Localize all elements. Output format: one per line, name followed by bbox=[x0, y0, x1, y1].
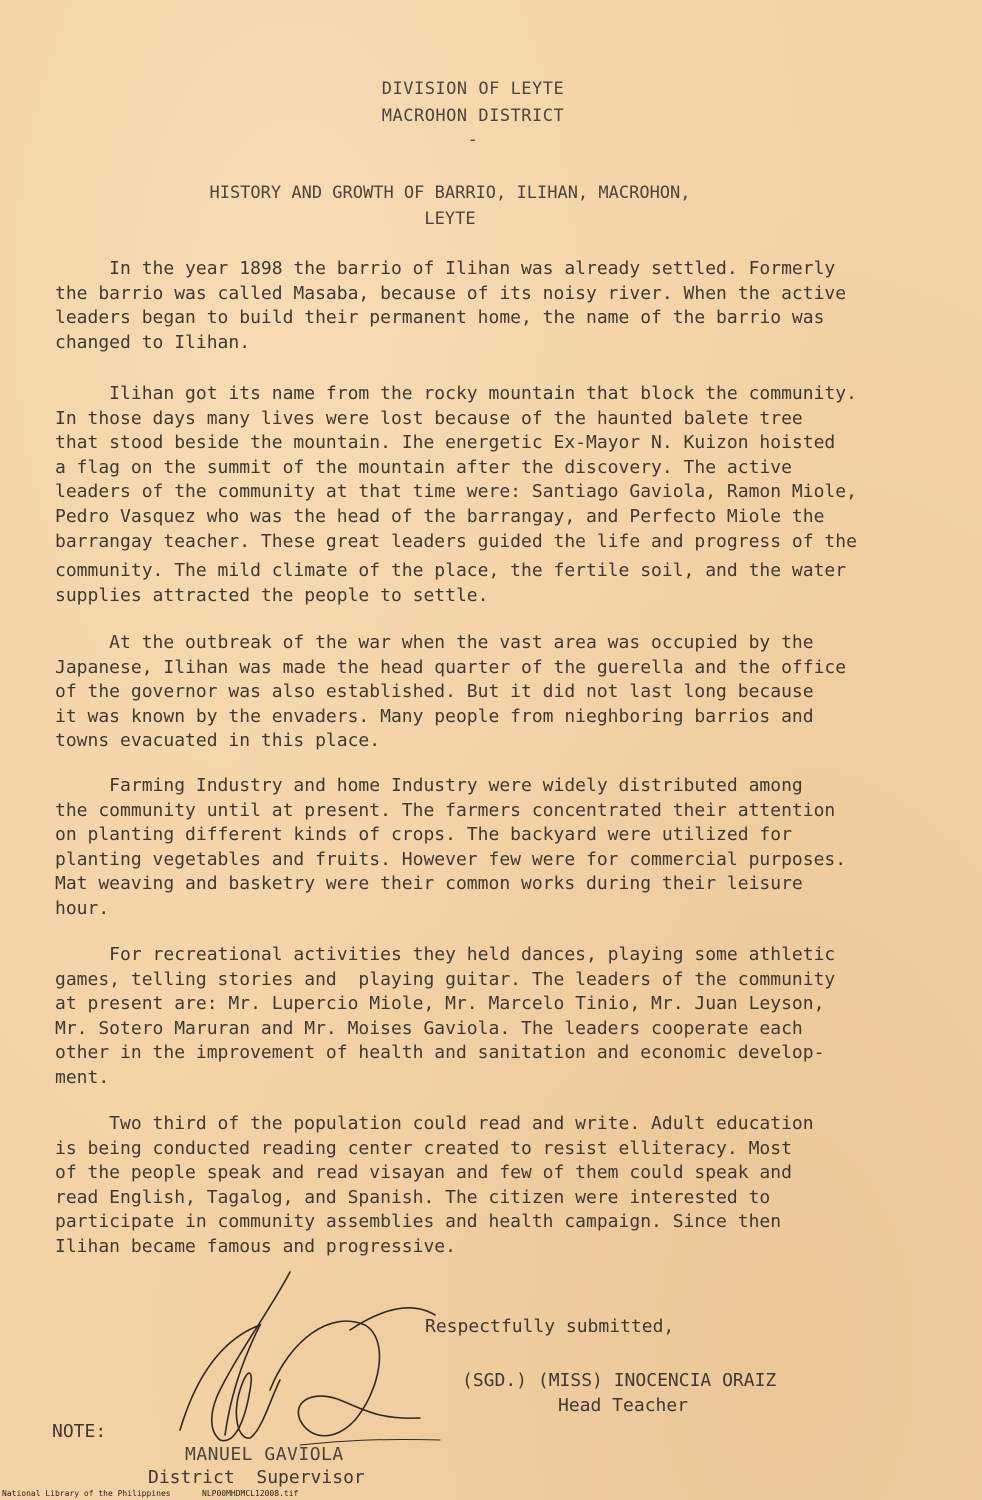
paragraph-1 bbox=[55, 257, 955, 355]
signatory-name: (SGD.) (MISS) INOCENCIA ORAIZ bbox=[462, 1370, 777, 1391]
text-line: planting vegetables and fruits. However few were for commercial purposes. bbox=[55, 848, 847, 870]
text-line: games, telling stories and playing guitar. The leaders of the community bbox=[55, 968, 836, 990]
text-line: Two third of the population could read and write. Adult education bbox=[55, 1113, 814, 1134]
header-dash: - bbox=[467, 130, 479, 150]
text-line: Farming Industry and home Industry were widely distributed among bbox=[55, 775, 803, 796]
document-title-line2: LEYTE bbox=[424, 209, 476, 229]
text-line: Ilihan got its name from the rocky mountain that block the community. bbox=[55, 383, 857, 404]
text-line: at present are: Mr. Lupercio Miole, Mr. Marcelo Tinio, Mr. Juan Leyson, bbox=[55, 993, 825, 1015]
header-district: MACROHON DISTRICT bbox=[381, 106, 565, 126]
text-line: Ilihan became famous and progressive. bbox=[55, 1235, 456, 1257]
text-line: In the year 1898 the barrio of Ilihan was already settled. Formerly bbox=[55, 258, 836, 279]
paragraph-6 bbox=[55, 1112, 955, 1260]
text-line: a flag on the summit of the mountain after the discovery. The active bbox=[55, 456, 792, 478]
text-line: Pedro Vasquez who was the head of the barrangay, and Perfecto Miole the bbox=[55, 505, 825, 527]
paragraph-2 bbox=[55, 382, 955, 608]
text-line: on planting different kinds of crops. The backyard were utilized for bbox=[55, 824, 792, 846]
text-line: read English, Tagalog, and Spanish. The citizen were interested to bbox=[55, 1186, 771, 1208]
supervisor-title: District Supervisor bbox=[148, 1467, 365, 1488]
text-line: Mat weaving and basketry were their common works during their leisure bbox=[55, 873, 803, 895]
paragraph-5 bbox=[55, 943, 955, 1091]
header-division: DIVISION OF LEYTE bbox=[381, 79, 565, 99]
text-line: supplies attracted the people to settle. bbox=[55, 584, 489, 606]
document-title: HISTORY AND GROWTH OF BARRIO, ILIHAN, MACROHON, bbox=[209, 183, 691, 203]
text-line: leaders of the community at that time were: Santiago Gaviola, Ramon Miole, bbox=[55, 481, 857, 503]
footer-filename: NLP00MHDMCL12008.tif bbox=[202, 1489, 299, 1498]
text-line: ment. bbox=[55, 1066, 110, 1088]
text-line: towns evacuated in this place. bbox=[55, 730, 381, 752]
text-line: Japanese, Ilihan was made the head quarter of the guerella and the office bbox=[55, 656, 847, 678]
text-line: the barrio was called Masaba, because of its noisy river. When the active bbox=[55, 282, 847, 304]
text-line: is being conducted reading center created to resist elliteracy. Most bbox=[55, 1137, 792, 1159]
text-line: Mr. Sotero Maruran and Mr. Moises Gaviola. The leaders cooperate each bbox=[55, 1017, 803, 1039]
text-line: hour. bbox=[55, 897, 110, 919]
signatory-title: Head Teacher bbox=[558, 1395, 689, 1416]
text-line: of the people speak and read visayan and few of them could speak and bbox=[55, 1162, 792, 1184]
text-line: the community until at present. The farmers concentrated their attention bbox=[55, 799, 836, 821]
text-line: that stood beside the mountain. Ihe energetic Ex-Mayor N. Kuizon hoisted bbox=[55, 432, 836, 454]
handwritten-signature bbox=[150, 1270, 450, 1470]
text-line: In those days many lives were lost because of the haunted balete tree bbox=[55, 407, 803, 429]
text-line: community. The mild climate of the place, the fertile soil, and the water bbox=[55, 560, 847, 582]
paragraph-3 bbox=[55, 631, 955, 754]
text-line: it was known by the envaders. Many people from nieghboring barrios and bbox=[55, 705, 814, 727]
text-line: participate in community assemblies and health campaign. Since then bbox=[55, 1211, 782, 1233]
text-line: At the outbreak of the war when the vast area was occupied by the bbox=[55, 632, 814, 653]
text-line: changed to Ilihan. bbox=[55, 331, 251, 353]
text-line: other in the improvement of health and sanitation and economic develop- bbox=[55, 1042, 825, 1064]
closing-respectfully: Respectfully submitted, bbox=[425, 1316, 675, 1337]
paragraph-4 bbox=[55, 774, 955, 922]
supervisor-name: MANUEL GAVIOLA bbox=[185, 1444, 344, 1465]
footer-library: National Library of the Philippines bbox=[2, 1489, 171, 1498]
text-line: For recreational activities they held dances, playing some athletic bbox=[55, 944, 836, 965]
text-line: leaders began to build their permanent home, the name of the barrio was bbox=[55, 307, 825, 329]
text-line: barrangay teacher. These great leaders guided the life and progress of the bbox=[55, 530, 857, 552]
note-label: NOTE: bbox=[52, 1421, 107, 1442]
text-line: of the governor was also established. But it did not last long because bbox=[55, 681, 814, 703]
